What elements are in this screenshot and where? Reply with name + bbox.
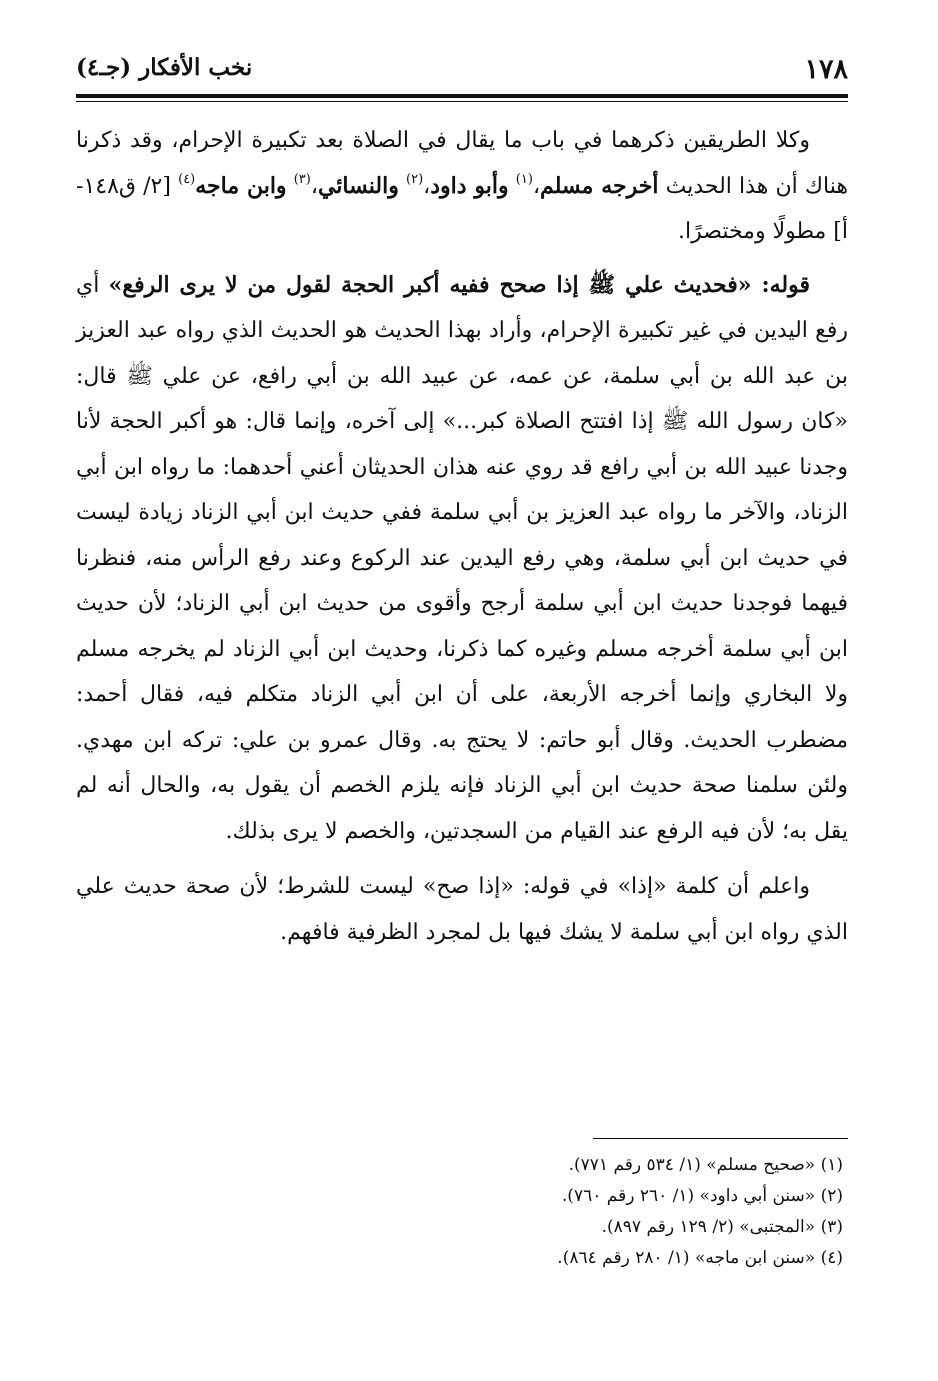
footnote-ref-4: (٤) — [178, 171, 196, 187]
bold-run: وابن ماجه — [195, 172, 287, 199]
running-title: نخب الأفكار (جـ٤) — [76, 54, 253, 81]
bold-run: وأبو داود — [430, 172, 509, 199]
footnote-ref-2: (٢) — [406, 171, 424, 187]
footnote-4: (٤) «سنن ابن ماجه» (١/ ٢٨٠ رقم ٨٦٤). — [557, 1248, 843, 1268]
header-rule-thick — [76, 94, 848, 98]
text-run: أي رفع اليدين في غير تكبيرة الإحرام، وأراد بهذا الحديث هو الحديث الذي رواه عبد العزيز بن عبد الله بن أبي سلمة، عن عمه، عن عبيد الله بن أبي رافع، عن علي ﷺ قال: «كان رسول الله ﷺ إذا افتتح الصلاة كبر...» إلى آخره، وإنما قال: هو أكبر الحجة لأنا وجدنا عبيد الله بن أبي رافع قد روي عنه هذان الحديثان أعني أحدهما: ما رواه ابن أبي الزناد، والآخر ما رواه عبد العزيز بن أبي سلمة ففي حديث ابن أبي الزناد زيادة ليست في حديث ابن أبي سلمة، وهي رفع اليدين عند الركوع وعند رفع الرأس منه، فنظرنا فيهما فوجدنا حديث ابن أبي سلمة أرجح وأقوى من حديث ابن أبي الزناد؛ لأن حديث ابن أبي سلمة أخرجه مسلم وغيره كما ذكرنا، وحديث ابن أبي الزناد لم يخرجه مسلم ولا البخاري وإنما أخرجه الأربعة، على أن ابن أبي الزناد متكلم فيه، فقال أحمد: مضطرب الحديث. وقال أبو حاتم: لا يحتج به. وقال عمرو بن علي: تركه ابن مهدي. ولئن سلمنا صحة حديث ابن أبي الزناد فإنه يلزم الخصم أن يقول به، والحال أنه لم يقل به؛ لأن فيه الرفع عند القيام من السجدتين، والخصم لا يرى بذلك. — [76, 272, 848, 844]
paragraph-2 — [76, 263, 848, 855]
text-run: ، — [423, 173, 431, 199]
quoted-heading: قوله: «فحديث علي ﷺ إذا صحح ففيه أكبر الحجة لقول من لا يرى الرفع» — [108, 271, 810, 298]
text-run — [509, 174, 516, 199]
text-run — [399, 174, 406, 199]
footnote-separator — [593, 1138, 848, 1139]
text-run: واعلم أن كلمة «إذا» في قوله: «إذا صح» ليست للشرط؛ لأن صحة حديث علي الذي رواه ابن أبي سلمة لا يشك فيها بل لمجرد الظرفية فافهم. — [76, 874, 848, 945]
text-run: وكلا الطريقين ذكرهما في باب ما يقال في الصلاة بعد تكبيرة الإحرام، وقد ذكرنا هناك أن هذا الحديث — [76, 128, 848, 199]
main-text — [76, 118, 848, 963]
page-header — [76, 50, 848, 92]
bold-run: أخرجه مسلم — [540, 172, 659, 199]
text-run: ، — [532, 173, 541, 199]
footnote-ref-1: (١) — [515, 171, 533, 187]
bold-run: والنسائي — [317, 172, 399, 199]
paragraph-3 — [76, 864, 848, 955]
footnotes — [76, 1150, 843, 1274]
text-run: [٢/ ق١٤٨-أ] مطولًا ومختصرًا. — [76, 173, 848, 244]
text-run — [287, 174, 294, 199]
page-number: ١٧٨ — [804, 54, 848, 85]
footnote-2: (٢) «سنن أبي داود» (١/ ٢٦٠ رقم ٧٦٠). — [561, 1186, 843, 1206]
footnote-ref-3: (٣) — [293, 171, 311, 187]
footnote-1: (١) «صحيح مسلم» (١/ ٥٣٤ رقم ٧٧١). — [568, 1155, 843, 1175]
footnote-3: (٣) «المجتبى» (٢/ ١٢٩ رقم ٨٩٧). — [601, 1217, 843, 1237]
paragraph-1 — [76, 118, 848, 255]
text-run: ، — [310, 173, 318, 199]
header-rule-thin — [76, 101, 848, 102]
